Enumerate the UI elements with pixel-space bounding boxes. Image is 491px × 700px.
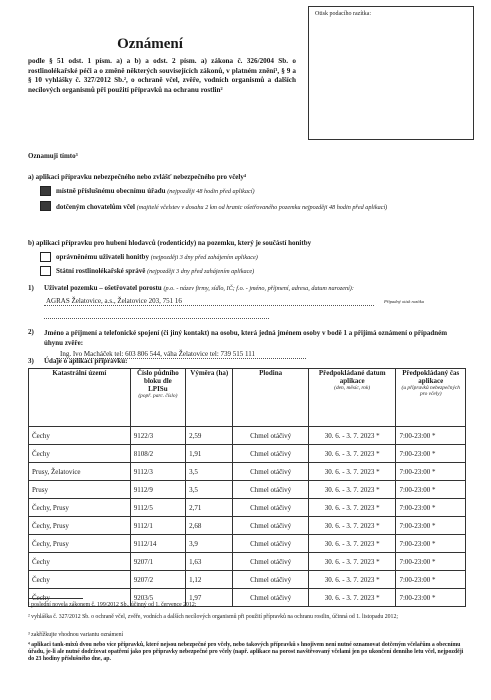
table-cell: Čechy	[29, 553, 131, 571]
section-a-option-1	[56, 187, 255, 195]
table-cell: 30. 6. - 3. 7. 2023 *	[308, 445, 396, 463]
item-3-number: 3)	[28, 357, 34, 365]
col-vymera: Výměra (ha)	[186, 369, 233, 427]
checkbox-chovatele-vcel[interactable]	[40, 201, 51, 211]
option-note: (nejpozději 48 hodin před aplikací)	[167, 188, 255, 195]
table-cell: Chmel otáčivý	[233, 481, 309, 499]
table-cell: 30. 6. - 3. 7. 2023 *	[308, 589, 396, 607]
option-label: místně příslušnému obecnímu úřadu	[56, 187, 166, 195]
item-1-line-2	[44, 318, 269, 319]
checkbox-obecni-urad[interactable]	[40, 186, 51, 196]
table-cell: Čechy	[29, 427, 131, 445]
table-cell: 8108/2	[130, 445, 185, 463]
footnote-separator	[28, 598, 83, 599]
page-title: Oznámení	[117, 36, 183, 52]
table-cell: 3,9	[186, 535, 233, 553]
table-cell: 2,68	[186, 517, 233, 535]
table-cell: Chmel otáčivý	[233, 553, 309, 571]
footnote-1: ¹ poslední novela zákonem č. 199/2012 Sb., účinný od 1. července 2012;	[28, 602, 197, 608]
item-2-number: 2)	[28, 328, 34, 336]
col-datum-aplikace: Předpokládané datum aplikace (den, měsíc, rok)	[308, 369, 396, 427]
table-cell: Čechy	[29, 445, 131, 463]
table-cell: 7:00-23:00 *	[396, 481, 466, 499]
stamp-box	[308, 6, 474, 140]
section-b-option-1	[56, 253, 258, 261]
footnote-2: ² vyhláška č. 327/2012 Sb. o ochraně včel, zvěře, vodních a dalších necílových organismů při použití přípravků na ochranu rostlin, účinná od 1. listopadu 2012;	[28, 614, 398, 620]
col-katastralni-uzemi: Katastrální území	[29, 369, 131, 427]
table-row	[29, 463, 466, 481]
col-cislo-bloku: Číslo půdního bloku dle LPISu (popř. parc. číslo)	[130, 369, 185, 427]
footnote-4: ⁴ aplikaci tank-mixů dvou nebo více přípravků, které nejsou nebezpečné pro včely, nebo takových přípravků s hnojivem není nutné oznamovat dotčeným včelařům a obecnímu úřadu, je-li ale nutné dodržovat opatření jako pro přípravky nebezpečné pro včely (např. aplikace na porost navštěvovaný včelami jen po ukončení denního letu včel, nejpozději do 23 hodiny příslušného dne, ap.	[28, 642, 464, 662]
option-note: (majitelé včelstev v dosahu 2 km od hranic ošetřovaného pozemku nejpozději 48 hodin před aplikací)	[136, 204, 388, 211]
option-label: dotčeným chovatelům včel	[56, 203, 135, 211]
option-note: (nejpozději 3 dny před zahájením aplikace)	[150, 254, 258, 261]
table-row	[29, 535, 466, 553]
table-cell: 9112/14	[130, 535, 185, 553]
stamp-label: Otisk podacího razítka:	[315, 11, 371, 17]
table-cell: 7:00-23:00 *	[396, 535, 466, 553]
section-a-heading: a) aplikaci přípravku nebezpečného nebo zvlášť nebezpečného pro včely⁴	[28, 173, 246, 181]
table-cell: Čechy	[29, 571, 131, 589]
checkbox-srs[interactable]	[40, 266, 51, 276]
item-1-heading	[44, 284, 469, 292]
table-cell: 7:00-23:00 *	[396, 571, 466, 589]
table-cell: 7:00-23:00 *	[396, 463, 466, 481]
item-2-value[interactable]: Ing. Ivo Macháček tel: 603 806 544, váha Želatovice tel: 739 515 111	[60, 350, 256, 358]
table-cell: 9112/9	[130, 481, 185, 499]
footnote-3: ³ zakřížkujte vhodnou variantu oznámení	[28, 632, 124, 638]
table-cell: 2,71	[186, 499, 233, 517]
application-table	[28, 368, 466, 607]
table-cell: 9112/3	[130, 463, 185, 481]
table-cell: Čechy, Prusy	[29, 499, 131, 517]
item-2-label: Jméno a příjmení a telefonické spojení (či jiný kontakt) na osobu, která jedná jménem osoby v bodě 1 a přijímá oznámení o případném úhynu zvěře:	[44, 329, 448, 347]
option-note: (nejpozději 3 dny před zahájením aplikace)	[147, 268, 255, 275]
table-cell: 30. 6. - 3. 7. 2023 *	[308, 481, 396, 499]
table-row	[29, 445, 466, 463]
table-cell: Čechy	[29, 589, 131, 607]
table-cell: Prusy	[29, 481, 131, 499]
item-1-value[interactable]: AGRAS Želatovice, a.s., Želatovice 203, 751 16	[46, 297, 182, 305]
table-cell: 2,59	[186, 427, 233, 445]
table-row	[29, 481, 466, 499]
table-cell: 1,91	[186, 445, 233, 463]
table-cell: 9203/5	[130, 589, 185, 607]
table-cell: 7:00-23:00 *	[396, 499, 466, 517]
table-cell: Chmel otáčivý	[233, 445, 309, 463]
table-cell: 1,12	[186, 571, 233, 589]
table-cell: 9112/1	[130, 517, 185, 535]
table-cell: 7:00-23:00 *	[396, 517, 466, 535]
section-a-option-2	[56, 202, 461, 213]
table-cell: 30. 6. - 3. 7. 2023 *	[308, 427, 396, 445]
table-cell: 7:00-23:00 *	[396, 445, 466, 463]
table-row	[29, 571, 466, 589]
table-cell: 9112/5	[130, 499, 185, 517]
table-cell: 7:00-23:00 *	[396, 553, 466, 571]
item-1-note: (p.o. - název firmy, sídlo, IČ; f.o. - jméno, příjmení, adresa, datum narození):	[163, 285, 354, 292]
table-cell: Chmel otáčivý	[233, 517, 309, 535]
intro-text: podle § 51 odst. 1 písm. a) a b) a odst. 2 písm. a) zákona č. 326/2004 Sb. o rostlinolékařské péči a o změně některých souvisejících zákonů, v platném znění¹, § 9 a § 10 vyhlášky č. 327/2012 Sb.², o ochraně včel, zvěře, vodních organismů a dalších necílových organismů při použití přípravků na ochranu rostlin²	[28, 57, 296, 94]
table-cell: Chmel otáčivý	[233, 589, 309, 607]
table-row	[29, 427, 466, 445]
table-cell: 3,5	[186, 481, 233, 499]
item-1-line	[44, 305, 374, 306]
checkbox-uzivatel-honitby[interactable]	[40, 252, 51, 262]
table-cell: 1,63	[186, 553, 233, 571]
section-b-option-2	[56, 267, 254, 275]
table-cell: 9122/3	[130, 427, 185, 445]
table-cell: 7:00-23:00 *	[396, 427, 466, 445]
col-cas-aplikace: Předpokládaný čas aplikace (u přípravků nebezpečných pro včely)	[396, 369, 466, 427]
table-cell: Čechy, Prusy	[29, 535, 131, 553]
table-cell: 30. 6. - 3. 7. 2023 *	[308, 517, 396, 535]
table-cell: 7:00-23:00 *	[396, 589, 466, 607]
table-row	[29, 499, 466, 517]
table-cell: 30. 6. - 3. 7. 2023 *	[308, 571, 396, 589]
item-1-number: 1)	[28, 284, 34, 292]
table-cell: 9207/1	[130, 553, 185, 571]
table-header-row	[29, 369, 466, 427]
table-cell: Chmel otáčivý	[233, 499, 309, 517]
section-b-heading: b) aplikaci přípravku pro hubení hlodavců (rodenticidy) na pozemku, který je součástí honitby	[28, 239, 312, 247]
item-1-label: Uživatel pozemku – ošetřovatel porostu	[44, 284, 162, 292]
table-cell: 30. 6. - 3. 7. 2023 *	[308, 553, 396, 571]
stamp-hint: Případný otisk razítka	[384, 299, 424, 304]
table-cell: Chmel otáčivý	[233, 427, 309, 445]
table-row	[29, 517, 466, 535]
table-cell: 3,5	[186, 463, 233, 481]
table-cell: 9207/2	[130, 571, 185, 589]
table-cell: 30. 6. - 3. 7. 2023 *	[308, 499, 396, 517]
table-cell: Čechy, Prusy	[29, 517, 131, 535]
table-row	[29, 553, 466, 571]
table-cell: Chmel otáčivý	[233, 535, 309, 553]
option-label: oprávněnému uživateli honitby	[56, 253, 149, 261]
notify-heading: Oznamuji tímto³	[28, 152, 78, 160]
table-cell: 30. 6. - 3. 7. 2023 *	[308, 463, 396, 481]
col-plodina: Plodina	[233, 369, 309, 427]
table-cell: Chmel otáčivý	[233, 463, 309, 481]
item-3-label: Údaje o aplikaci přípravku:	[44, 357, 128, 365]
option-label: Státní rostlinolékařské správě	[56, 267, 146, 275]
table-cell: 1,97	[186, 589, 233, 607]
table-cell: Chmel otáčivý	[233, 571, 309, 589]
table-cell: Prusy, Želatovice	[29, 463, 131, 481]
table-cell: 30. 6. - 3. 7. 2023 *	[308, 535, 396, 553]
